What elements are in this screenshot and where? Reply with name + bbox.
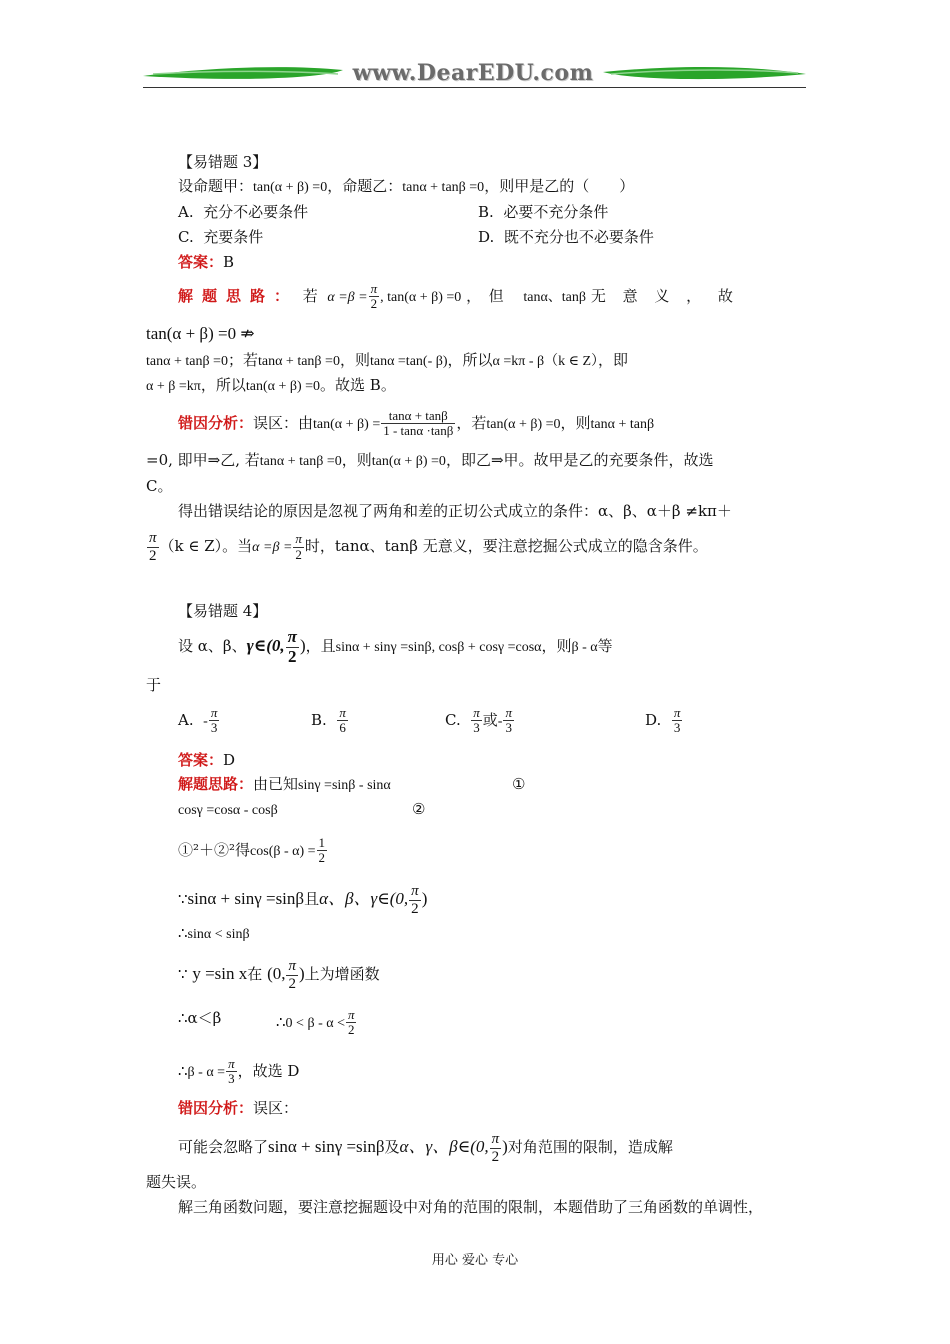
idea-label: 解题思路： [178,775,254,793]
q4-option-d: D. $\frac{\pi}{3}$ [645,705,681,736]
q4-idea-step7b: ∴0 < β - α < $\frac{\pi}{2}$ [276,1007,355,1038]
q4-option-b: B. $\frac{\pi}{6}$ [311,705,346,736]
q4-idea-step6: ∵ y =sin x在 (0, $\frac{\pi}{2}$ )上为增函数 [178,958,380,992]
q3-stem-text: 设命题甲： [178,177,254,195]
q4-idea-step8: ∴β - α = $\frac{\pi}{3}$ ，故选 D [178,1056,300,1087]
q4-idea-step5: ∴sinα < sinβ [178,924,250,942]
site-logo-text: www.DearEDU.com [352,60,594,86]
q4-error-para1b: 题失误。 [146,1173,207,1191]
q4-idea-step3: ①²＋②²得cos(β - α) = $\frac{1}{2}$ [178,835,326,866]
q3-reason-line1: 得出错误结论的原因是忽视了两角和差的正切公式成立的条件：α、β、α＋β ≠kπ＋ [178,502,732,520]
error-label: 错因分析： [178,1099,254,1117]
answer-label: 答案： [178,751,224,769]
answer-label: 答案： [178,253,224,271]
q4-idea-step1: 解题思路：由已知sinγ =sinβ - sinα [178,775,391,793]
answer-value: D [223,751,236,769]
q3-answer [178,252,234,272]
q3-stem [178,176,634,198]
q4-error-para2: 解三角函数问题，要注意挖掘题设中对角的范围的限制，本题借助了三角函数的单调性， [178,1198,764,1216]
q4-circle-1: ① [512,775,526,793]
q4-idea-step2: cosγ =cosα - cosβ [178,803,278,818]
q3-option-c: C. 充要条件 [178,228,264,246]
q3-idea-line1: 解题思路： 若 α =β = $\frac{\pi}{2}$ , tan(α + β) =0 ， 但 tanα、tanβ 无 意 义 ， 故 [178,281,739,312]
q4-error-label-line: 错因分析：误区： [178,1099,299,1117]
q4-stem-line2: 于 [146,676,162,694]
q4-error-para1: 可能会忽略了sinα + sinγ =sinβ及α、γ、β∈(0, $\frac{\pi}{2}$ )对角范围的限制，造成解 [178,1131,673,1165]
q3-idea-line4: α + β =kπ，所以tan(α + β) =0。故选 B。 [146,376,396,394]
idea-label: 解题思路： [178,286,299,305]
q3-stem-math: tanα + tanβ =0 [402,180,485,195]
q3-idea-line3: tanα + tanβ =0；若tanα + tanβ =0，则tanα =tan(- β)，所以α =kπ - β（k ∈ Z），即 [146,351,629,369]
header-banner [143,58,806,90]
q3-error-line2: =0, 即甲⇒乙, 若tanα + tanβ =0，则tan(α + β) =0，即乙⇒甲。故甲是乙的充要条件，故选 [146,451,714,469]
q3-reason-line2: $\frac{\pi}{2}$ （k ∈ Z）。当α =β = $\frac{\pi}{2}$ 时，tanα、tanβ 无意义，要注意挖掘公式成立的隐含条件。 [149,530,708,564]
header-rule [143,87,806,88]
q4-option-c: C. $\frac{\pi}{3}$ 或- $\frac{\pi}{3}$ [445,705,512,736]
q4-idea-step7: ∴α＜β [178,1009,222,1027]
q4-idea-step4: ∵sinα + sinγ =sinβ且α、β、γ∈(0, $\frac{\pi}{2}$ ) [178,883,428,917]
q3-option-a: A. 充分不必要条件 [178,203,309,221]
q3-option-b: B. 必要不充分条件 [478,203,609,221]
q4-answer [178,750,235,770]
q4-circle-2: ② [412,800,426,818]
q3-stem-math: tan(α + β) =0 [253,180,328,195]
q3-error-line1: 错因分析：误区：由tan(α + β) = $\frac{\tan\alpha + \tan\beta}{1 - \tan\alpha \cdot\tan\beta}$ ，若tan(α + β) =0，则tanα + tanβ [178,408,655,439]
answer-value: B [223,253,235,271]
q3-option-d: D. 既不充分也不必要条件 [478,228,654,246]
footer-text: 用心 爱心 专心 [431,1253,519,1268]
q3-title: 【易错题 3】 [178,153,268,171]
q4-stem: 设 α、β、γ∈(0, $\frac{\pi}{2}$ )，且sinα + sinγ =sinβ, cosβ + cosγ =cosα，则β - α等 [178,627,613,666]
q4-title: 【易错题 4】 [178,602,268,620]
q3-stem-text: ，命题乙： [327,177,403,195]
q3-idea-line2: tan(α + β) =0 ⇏ [146,324,255,343]
q3-stem-text: ，则甲是乙的（ ） [484,177,635,195]
error-label: 错因分析： [178,413,254,432]
q3-error-line3: C。 [146,477,173,495]
q4-option-a: A. - $\frac{\pi}{3}$ [178,705,218,736]
